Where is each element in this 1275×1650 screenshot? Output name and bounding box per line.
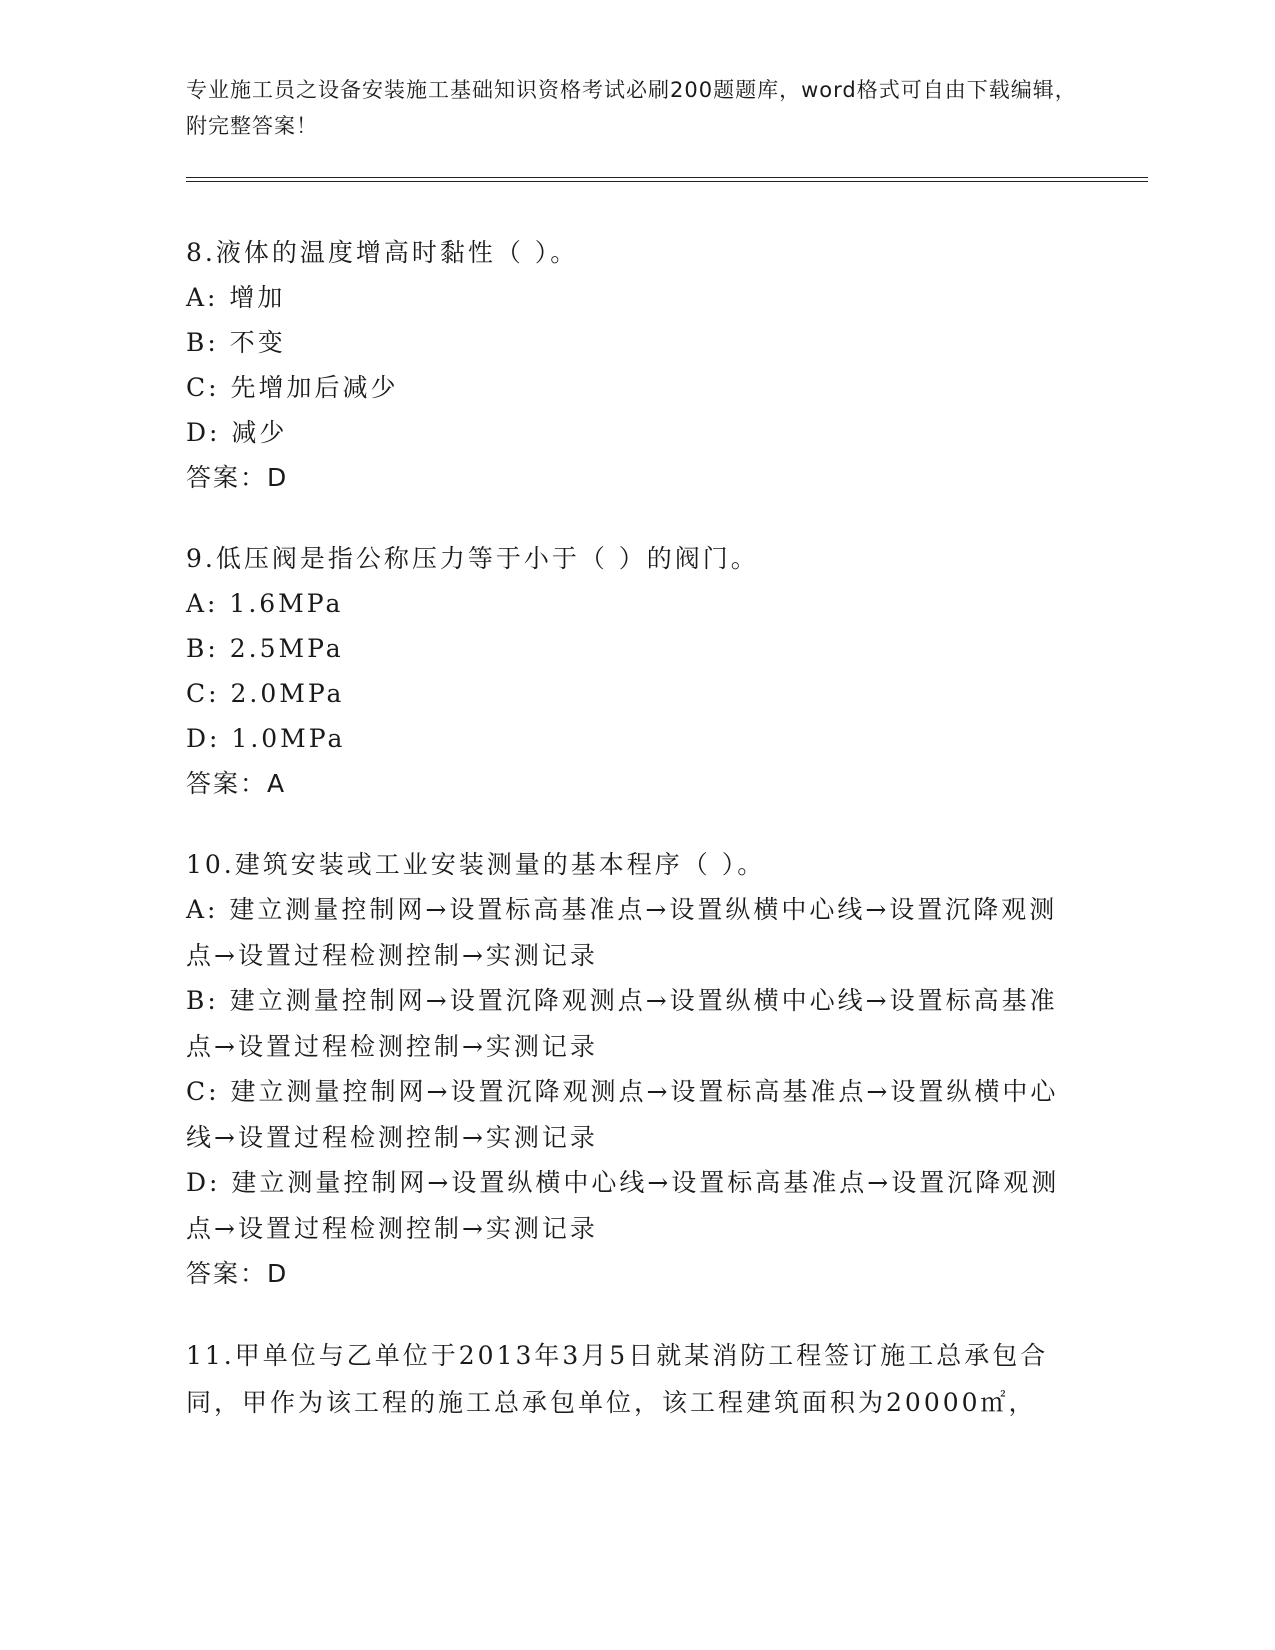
header-divider-top — [186, 177, 1148, 178]
header-title: 专业施工员之设备安装施工基础知识资格考试必刷200题题库，word格式可自由下载编辑，附完整答案！ — [186, 78, 1077, 138]
question-list — [186, 230, 1066, 1462]
option-b: B: 2.5MPa — [186, 634, 344, 663]
question-10 — [186, 842, 1066, 1296]
option-b: B: 建立测量控制网→设置沉降观测点→设置纵横中心线→设置标高基准点→设置过程检测控制→实测记录 — [186, 986, 1058, 1061]
question-stem: 8.液体的温度增高时黏性（ ）。 — [186, 238, 579, 267]
question-stem: 9.低压阀是指公称压力等于小于（ ）的阀门。 — [186, 544, 759, 573]
option-a: A: 建立测量控制网→设置标高基准点→设置纵横中心线→设置沉降观测点→设置过程检测控制→实测记录 — [186, 895, 1058, 970]
option-c: C: 建立测量控制网→设置沉降观测点→设置标高基准点→设置纵横中心线→设置过程检测控制→实测记录 — [186, 1077, 1059, 1152]
question-8 — [186, 230, 1066, 500]
question-stem: 10.建筑安装或工业安装测量的基本程序（ ）。 — [186, 850, 766, 879]
question-stem: 11.甲单位与乙单位于2013年3月5日就某消防工程签订施工总承包合同，甲作为该工程的施工总承包单位，该工程建筑面积为20000㎡， — [186, 1341, 1049, 1417]
option-d: D: 1.0MPa — [186, 724, 346, 753]
question-11 — [186, 1332, 1066, 1426]
answer: 答案：D — [186, 1259, 289, 1288]
option-b: B: 不变 — [186, 328, 286, 357]
option-d: D: 减少 — [186, 418, 288, 447]
option-a: A: 增加 — [186, 283, 286, 312]
option-c: C: 2.0MPa — [186, 679, 345, 708]
option-d: D: 建立测量控制网→设置纵横中心线→设置标高基准点→设置沉降观测点→设置过程检测控制→实测记录 — [186, 1168, 1060, 1243]
option-c: C: 先增加后减少 — [186, 373, 399, 402]
header-divider-bottom — [186, 181, 1148, 182]
option-a: A: 1.6MPa — [186, 589, 344, 618]
answer: 答案：D — [186, 463, 289, 492]
question-9 — [186, 536, 1066, 806]
document-header — [186, 72, 1086, 144]
answer: 答案：A — [186, 769, 287, 798]
